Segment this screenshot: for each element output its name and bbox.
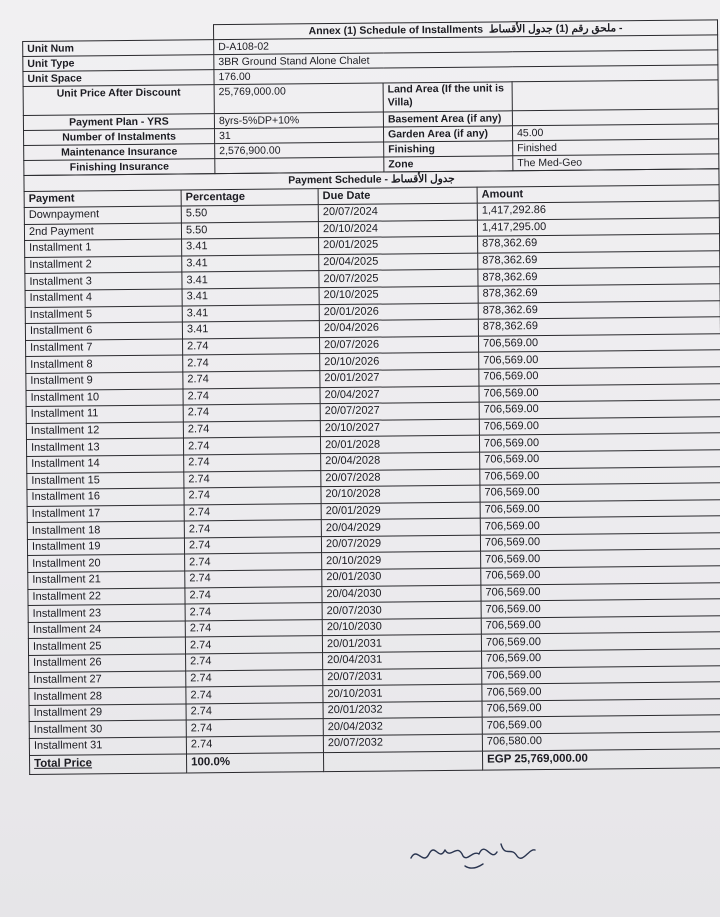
due-date-cell: 20/04/2031 [323,651,482,669]
zone-value: The Med-Geo [513,154,719,171]
payment-cell: Installment 2 [25,256,182,274]
num-instalments-label: Number of Instalments [24,129,215,146]
payment-cell: Installment 7 [26,339,183,357]
payment-cell: Installment 13 [26,438,183,456]
unit-price-value: 25,769,000.00 [214,83,383,114]
unit-num-value: D-A108-02 [214,35,718,55]
due-date-cell: 20/10/2025 [319,286,478,304]
payment-cell: Installment 23 [28,604,185,622]
total-price-label: Total Price [29,754,186,775]
amount-cell: 878,362.69 [478,267,720,286]
payment-cell: Installment 14 [27,455,184,473]
payment-cell: Installment 25 [28,637,185,655]
payment-cell: Installment 17 [27,505,184,523]
basement-area-label: Basement Area (if any) [383,111,512,127]
zone-label: Zone [384,156,513,172]
due-date-cell: 20/04/2032 [323,718,482,736]
due-date-cell: 20/07/2028 [321,469,480,487]
percentage-cell: 2.74 [185,619,322,637]
due-date-cell: 20/10/2027 [320,419,479,437]
amount-cell: 878,362.69 [478,251,720,270]
percentage-cell: 2.74 [186,719,323,737]
payment-cell: Installment 3 [25,272,182,290]
amount-cell: 878,362.69 [478,284,720,303]
unit-num-label: Unit Num [23,40,214,57]
garden-area-value: 45.00 [512,124,718,141]
percentage-cell: 2.74 [183,420,320,438]
payment-cell: Installment 10 [26,389,183,407]
due-date-cell: 20/10/2030 [322,618,481,636]
amount-cell: 878,362.69 [478,300,720,319]
amount-cell: 706,569.00 [481,566,720,585]
percentage-cell: 3.41 [182,321,319,339]
handwritten-signature [405,832,545,876]
finishing-value: Finished [513,139,719,156]
percentage-cell: 2.74 [184,470,321,488]
col-payment-header: Payment [24,190,181,208]
amount-cell: 706,569.00 [482,665,720,684]
annex-title: Annex (1) Schedule of Installments - ملحق رقم (1) جدول الأقساط [213,20,717,40]
amount-cell: 706,569.00 [480,516,720,535]
payment-cell: Installment 27 [29,671,186,689]
percentage-cell: 2.74 [186,686,323,704]
annex-title-arabic: - ملحق رقم (1) جدول الأقساط [488,22,623,36]
payment-cell: Installment 24 [28,621,185,639]
payment-cell: 2nd Payment [24,223,181,241]
payment-cell: Installment 15 [27,471,184,489]
col-amount-header: Amount [477,185,719,203]
percentage-cell: 5.50 [181,221,318,239]
amount-cell: 706,569.00 [479,400,720,419]
percentage-cell: 2.74 [184,454,321,472]
num-instalments-value: 31 [214,127,383,144]
due-date-cell: 20/01/2027 [320,369,479,387]
due-date-cell: 20/01/2030 [322,568,481,586]
due-date-cell: 20/01/2026 [319,303,478,321]
installment-schedule-document [22,19,720,774]
amount-cell: 706,569.00 [479,383,720,402]
amount-cell: 706,580.00 [482,732,720,751]
payment-cell: Installment 29 [29,704,186,722]
amount-cell: 706,569.00 [479,433,720,452]
payment-cell: Installment 18 [27,521,184,539]
unit-space-value: 176.00 [214,65,718,85]
amount-cell: 706,569.00 [480,450,720,469]
payment-cell: Installment 12 [26,422,183,440]
due-date-cell: 20/07/2030 [322,601,481,619]
due-date-cell: 20/04/2028 [321,452,480,470]
payment-cell: Installment 11 [26,405,183,423]
percentage-cell: 2.74 [183,404,320,422]
amount-cell: 706,569.00 [482,649,720,668]
due-date-cell: 20/07/2031 [323,668,482,686]
payment-cell: Installment 31 [29,737,186,755]
amount-cell: 706,569.00 [482,682,720,701]
payment-cell: Installment 28 [29,687,186,705]
due-date-cell: 20/04/2030 [322,585,481,603]
amount-cell: 706,569.00 [480,499,720,518]
amount-cell: 706,569.00 [482,699,720,718]
percentage-cell: 2.74 [185,570,322,588]
payment-cell: Downpayment [24,206,181,224]
percentage-cell: 2.74 [183,337,320,355]
percentage-cell: 2.74 [183,437,320,455]
amount-cell: 878,362.69 [478,317,720,336]
percentage-cell: 3.41 [182,288,319,306]
percentage-cell: 2.74 [185,603,322,621]
amount-cell: 706,569.00 [478,334,720,353]
unit-details-table [22,19,719,176]
maintenance-insurance-value: 2,576,900.00 [215,142,384,159]
amount-cell: 878,362.69 [478,234,720,253]
unit-space-label: Unit Space [23,70,214,87]
payment-cell: Installment 21 [28,571,185,589]
due-date-cell: 20/10/2029 [322,552,481,570]
payment-cell: Installment 16 [27,488,184,506]
amount-cell: 706,569.00 [480,533,720,552]
payment-cell: Installment 4 [25,289,182,307]
percentage-cell: 3.41 [182,238,319,256]
payment-cell: Installment 19 [27,538,184,556]
schedule-rows [24,201,720,755]
maintenance-insurance-label: Maintenance Insurance [24,144,215,161]
payment-cell: Installment 26 [29,654,186,672]
due-date-cell: 20/01/2029 [321,502,480,520]
payment-cell: Installment 8 [26,355,183,373]
payment-cell: Installment 20 [28,554,185,572]
due-date-cell: 20/04/2025 [319,253,478,271]
percentage-cell: 2.74 [184,520,321,538]
percentage-cell: 3.41 [182,254,319,272]
payment-cell: Installment 30 [29,720,186,738]
amount-cell: 706,569.00 [482,715,720,734]
due-date-cell: 20/07/2024 [318,203,477,221]
percentage-cell: 2.74 [185,553,322,571]
total-amount: EGP 25,769,000.00 [482,748,720,769]
due-date-cell: 20/07/2025 [319,270,478,288]
amount-cell: 706,569.00 [480,483,720,502]
payment-cell: Installment 6 [25,322,182,340]
col-due-date-header: Due Date [318,187,477,205]
payment-cell: Installment 1 [25,239,182,257]
col-percentage-header: Percentage [181,189,318,206]
percentage-cell: 2.74 [184,487,321,505]
amount-cell: 706,569.00 [481,599,720,618]
due-date-cell: 20/01/2031 [322,635,481,653]
percentage-cell: 3.41 [182,271,319,289]
percentage-cell: 2.74 [183,371,320,389]
land-area-label: Land Area (If the unit is Villa) [383,82,512,112]
amount-cell: 1,417,295.00 [477,217,719,236]
percentage-cell: 5.50 [181,205,318,223]
payment-schedule-title: Payment Schedule - جدول الأقساط [24,169,719,192]
payment-schedule-table [23,168,720,774]
percentage-cell: 3.41 [182,304,319,322]
due-date-cell: 20/07/2027 [320,402,479,420]
percentage-cell: 2.74 [183,387,320,405]
total-due-empty [323,751,482,772]
total-percentage: 100.0% [186,752,323,772]
land-area-value [512,80,718,111]
percentage-cell: 2.74 [185,636,322,654]
garden-area-label: Garden Area (if any) [383,126,512,142]
amount-cell: 706,569.00 [481,582,720,601]
due-date-cell: 20/01/2028 [320,435,479,453]
due-date-cell: 20/01/2025 [319,236,478,254]
unit-type-label: Unit Type [23,55,214,72]
amount-cell: 706,569.00 [481,632,720,651]
amount-cell: 1,417,292.86 [477,201,719,220]
unit-type-value: 3BR Ground Stand Alone Chalet [214,50,718,70]
percentage-cell: 2.74 [186,653,323,671]
amount-cell: 706,569.00 [481,616,720,635]
percentage-cell: 2.74 [186,669,323,687]
finishing-insurance-label: Finishing Insurance [24,159,215,176]
payment-cell: Installment 9 [26,372,183,390]
percentage-cell: 2.74 [185,586,322,604]
payment-plan-label: Payment Plan - YRS [23,114,214,131]
due-date-cell: 20/07/2029 [321,535,480,553]
due-date-cell: 20/07/2026 [320,336,479,354]
due-date-cell: 20/01/2032 [323,701,482,719]
amount-cell: 706,569.00 [481,549,720,568]
percentage-cell: 2.74 [186,702,323,720]
percentage-cell: 2.74 [184,503,321,521]
payment-plan-value: 8yrs-5%DP+10% [214,112,383,129]
due-date-cell: 20/04/2029 [321,518,480,536]
due-date-cell: 20/10/2024 [318,220,477,238]
finishing-label: Finishing [384,141,513,157]
due-date-cell: 20/04/2026 [319,319,478,337]
payment-cell: Installment 5 [25,306,182,324]
percentage-cell: 2.74 [184,537,321,555]
percentage-cell: 2.74 [186,736,323,754]
amount-cell: 706,569.00 [479,350,720,369]
payment-cell: Installment 22 [28,588,185,606]
due-date-cell: 20/10/2031 [323,684,482,702]
due-date-cell: 20/04/2027 [320,386,479,404]
percentage-cell: 2.74 [183,354,320,372]
unit-price-label: Unit Price After Discount [23,85,214,116]
due-date-cell: 20/07/2032 [323,734,482,752]
amount-cell: 706,569.00 [479,367,720,386]
due-date-cell: 20/10/2026 [320,352,479,370]
due-date-cell: 20/10/2028 [321,485,480,503]
amount-cell: 706,569.00 [480,466,720,485]
amount-cell: 706,569.00 [479,417,720,436]
